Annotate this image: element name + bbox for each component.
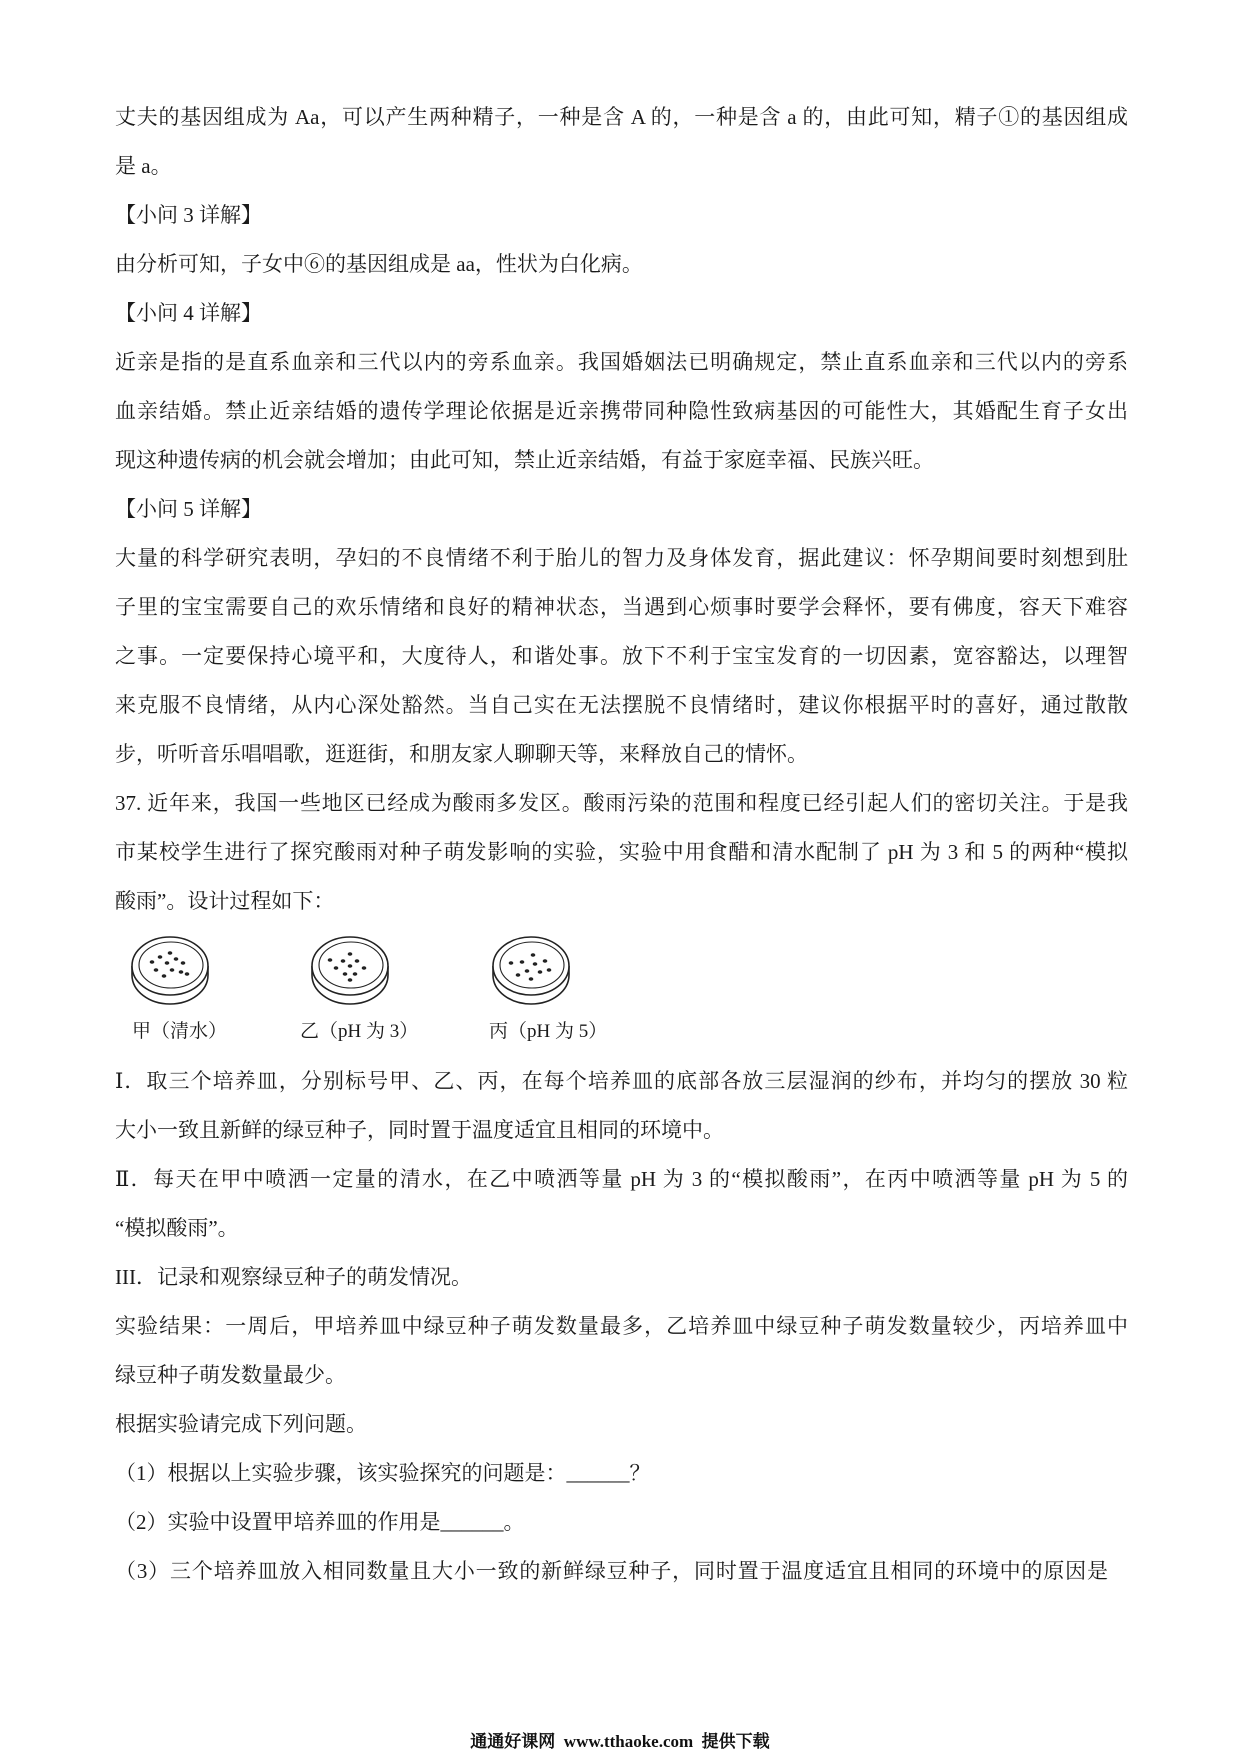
q3-heading: 【小问 3 详解】	[115, 202, 262, 227]
answer-and-intro-block	[115, 93, 1128, 927]
page-footer: 通通好课网 www.tthaoke.com 提供下载	[470, 1732, 770, 1751]
petri-dish-jia	[132, 937, 208, 1004]
question-37-intro-line: 酸雨”。设计过程如下：	[115, 889, 335, 914]
question-37-intro-line: 37. 近年来，我国一些地区已经成为酸雨多发区。酸雨污染的范围和程度已经引起人们的密切关注。于是我	[115, 791, 1128, 816]
answer-q5-line: 大量的科学研究表明，孕妇的不良情绪不利于胎儿的智力及身体发育，据此建议：怀孕期间要时刻想到肚	[115, 545, 1128, 570]
figure-label-bing: 丙（pH 为 5）	[489, 1021, 608, 1042]
petri-dish-bing	[493, 937, 569, 1004]
experiment-step-line: 大小一致且新鲜的绿豆种子，同时置于温度适宜且相同的环境中。	[115, 1117, 724, 1142]
sub-question-3: （3）三个培养皿放入相同数量且大小一致的新鲜绿豆种子，同时置于温度适宜且相同的环境中的原因是	[115, 1558, 1108, 1583]
petri-dish-figure	[0, 930, 700, 1020]
q4-heading: 【小问 4 详解】	[115, 300, 262, 325]
answer-q4-line: 近亲是指的是直系血亲和三代以内的旁系血亲。我国婚姻法已明确规定，禁止直系血亲和三代以内的旁系	[115, 349, 1128, 374]
answer-q4-line: 现这种遗传病的机会就会增加；由此可知，禁止近亲结婚，有益于家庭幸福、民族兴旺。	[115, 447, 934, 472]
answer-q3-line: 由分析可知，子女中⑥的基因组成是 aa，性状为白化病。	[115, 251, 643, 276]
experiment-step-line: “模拟酸雨”。	[115, 1215, 239, 1240]
figure-label-yi: 乙（pH 为 3）	[300, 1021, 419, 1042]
question-prompt: 根据实验请完成下列问题。	[115, 1411, 367, 1436]
experiment-result-line: 绿豆种子萌发数量最少。	[115, 1362, 346, 1387]
question-37-intro-line: 市某校学生进行了探究酸雨对种子萌发影响的实验，实验中用食醋和清水配制了 pH 为 3 和 5 的两种“模拟	[115, 840, 1128, 865]
q5-heading: 【小问 5 详解】	[115, 496, 262, 521]
answer-q2-line: 丈夫的基因组成为 Aa，可以产生两种精子，一种是含 A 的，一种是含 a 的，由此可知，精子①的基因组成	[115, 104, 1128, 129]
experiment-step-line: Ⅰ．取三个培养皿，分别标号甲、乙、丙，在每个培养皿的底部各放三层湿润的纱布，并均匀的摆放 30 粒	[115, 1068, 1128, 1093]
experiment-step-line: Ⅱ．每天在甲中喷洒一定量的清水，在乙中喷洒等量 pH 为 3 的“模拟酸雨”，在丙中喷洒等量 pH 为 5 的	[115, 1166, 1128, 1191]
answer-q5-line: 之事。一定要保持心境平和，大度待人，和谐处事。放下不利于宝宝发育的一切因素，宽容豁达，以理智	[115, 644, 1128, 669]
petri-dish-yi	[312, 937, 388, 1004]
sub-question-1: （1）根据以上实验步骤，该实验探究的问题是：______？	[115, 1460, 651, 1485]
answer-q4-line: 血亲结婚。禁止近亲结婚的遗传学理论依据是近亲携带同种隐性致病基因的可能性大，其婚配生育子女出	[115, 398, 1128, 423]
question-37-body	[115, 1057, 1128, 1597]
experiment-result-line: 实验结果：一周后，甲培养皿中绿豆种子萌发数量最多，乙培养皿中绿豆种子萌发数量较少，丙培养皿中	[115, 1313, 1128, 1338]
answer-q2-line: 是 a。	[115, 153, 172, 178]
sub-question-2: （2）实验中设置甲培养皿的作用是______。	[115, 1509, 525, 1534]
figure-label-jia: 甲（清水）	[132, 1021, 228, 1042]
answer-q5-line: 来克服不良情绪，从内心深处豁然。当自己实在无法摆脱不良情绪时，建议你根据平时的喜好，通过散散	[115, 693, 1128, 718]
answer-q5-line: 步，听听音乐唱唱歌，逛逛街，和朋友家人聊聊天等，来释放自己的情怀。	[115, 742, 808, 767]
experiment-step-line: III．记录和观察绿豆种子的萌发情况。	[115, 1264, 472, 1289]
answer-q5-line: 子里的宝宝需要自己的欢乐情绪和良好的精神状态，当遇到心烦事时要学会释怀，要有佛度，容天下难容	[115, 594, 1128, 619]
